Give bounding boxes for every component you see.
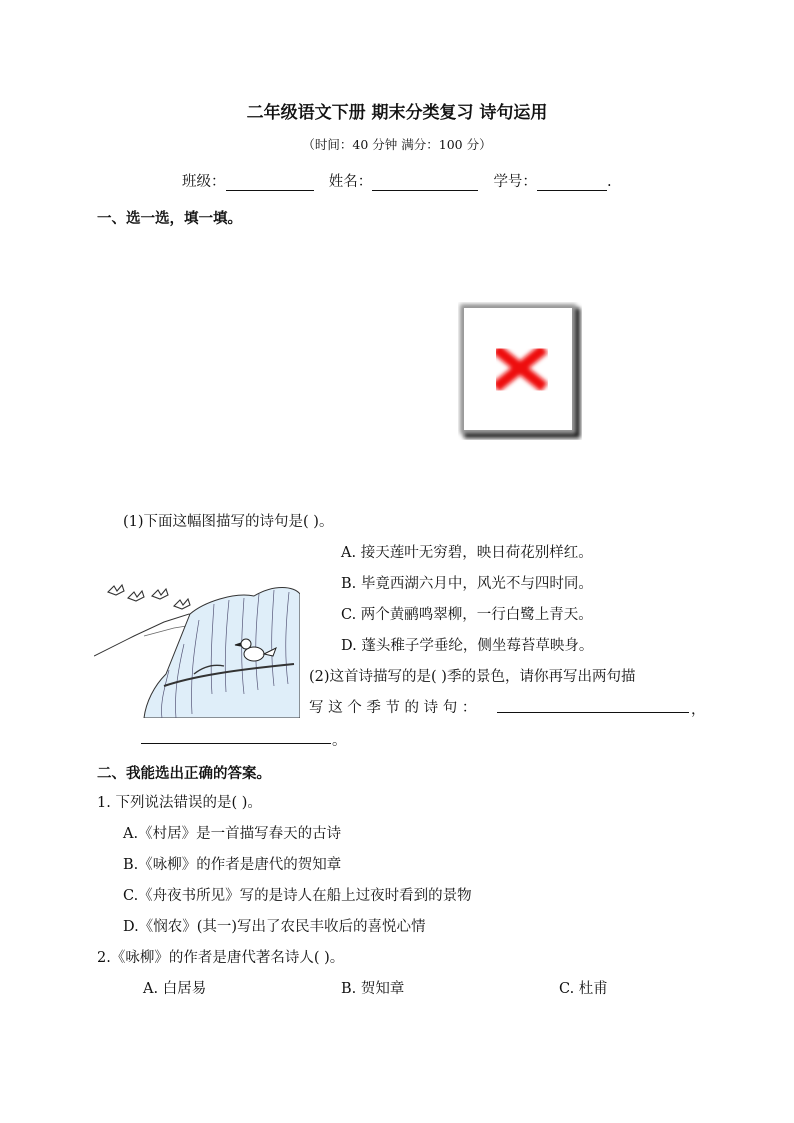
student-number-label: 学号：	[493, 174, 537, 190]
question-1-2-text: 写 这 个 季 节 的 诗 句 ：	[309, 700, 477, 716]
option-1d[interactable]: D. 蓬头稚子学垂纶，侧坐莓苔草映身。	[341, 638, 594, 654]
class-label: 班级：	[182, 174, 226, 190]
student-number-blank[interactable]	[537, 174, 607, 191]
poem-answer-blank-1[interactable]	[497, 712, 689, 713]
end-mark: .	[606, 174, 612, 190]
option-2-1b[interactable]: B.《咏柳》的作者是唐代的贺知章	[123, 857, 342, 873]
question-2-2: 2.《咏柳》的作者是唐代著名诗人( )。	[97, 950, 345, 966]
name-blank[interactable]	[372, 174, 478, 191]
option-1c[interactable]: C. 两个黄鹂鸣翠柳，一行白鹭上青天。	[341, 607, 593, 623]
period-mark: 。	[332, 733, 347, 749]
option-2-2a[interactable]: A. 白居易	[143, 981, 207, 997]
section-2-heading: 二、我能选出正确的答案。	[97, 766, 271, 782]
question-1-2: (2)这首诗描写的是( )季的景色，请你再写出两句描	[309, 669, 636, 685]
section-1-heading: 一、选一选，填一填。	[97, 211, 242, 227]
question-2-1: 1. 下列说法错误的是( )。	[97, 795, 262, 811]
name-label: 姓名：	[328, 174, 373, 190]
broken-image-icon	[458, 302, 582, 440]
comma-mark: ，	[691, 702, 706, 718]
willow-birds-illustration	[94, 574, 300, 718]
student-info-row	[182, 170, 612, 191]
option-2-2c[interactable]: C. 杜甫	[559, 981, 608, 997]
option-2-2b[interactable]: B. 贺知章	[341, 981, 405, 997]
question-1-1: (1)下面这幅图描写的诗句是( )。	[123, 514, 334, 530]
option-1b[interactable]: B. 毕竟西湖六月中，风光不与四时同。	[341, 576, 593, 592]
question-1-2-line2	[309, 696, 476, 717]
page-subtitle: （时间：40 分钟 满分：100 分）	[302, 137, 492, 152]
poem-answer-blank-2[interactable]	[141, 743, 331, 744]
option-2-1c[interactable]: C.《舟夜书所见》写的是诗人在船上过夜时看到的景物	[123, 888, 472, 904]
option-2-1a[interactable]: A.《村居》是一首描写春天的古诗	[123, 826, 342, 842]
option-2-1d[interactable]: D.《悯农》(其一)写出了农民丰收后的喜悦心情	[123, 919, 426, 935]
class-blank[interactable]	[226, 174, 314, 191]
option-1a[interactable]: A. 接天莲叶无穷碧，映日荷花别样红。	[341, 545, 593, 561]
page-title: 二年级语文下册 期末分类复习 诗句运用	[246, 103, 548, 123]
